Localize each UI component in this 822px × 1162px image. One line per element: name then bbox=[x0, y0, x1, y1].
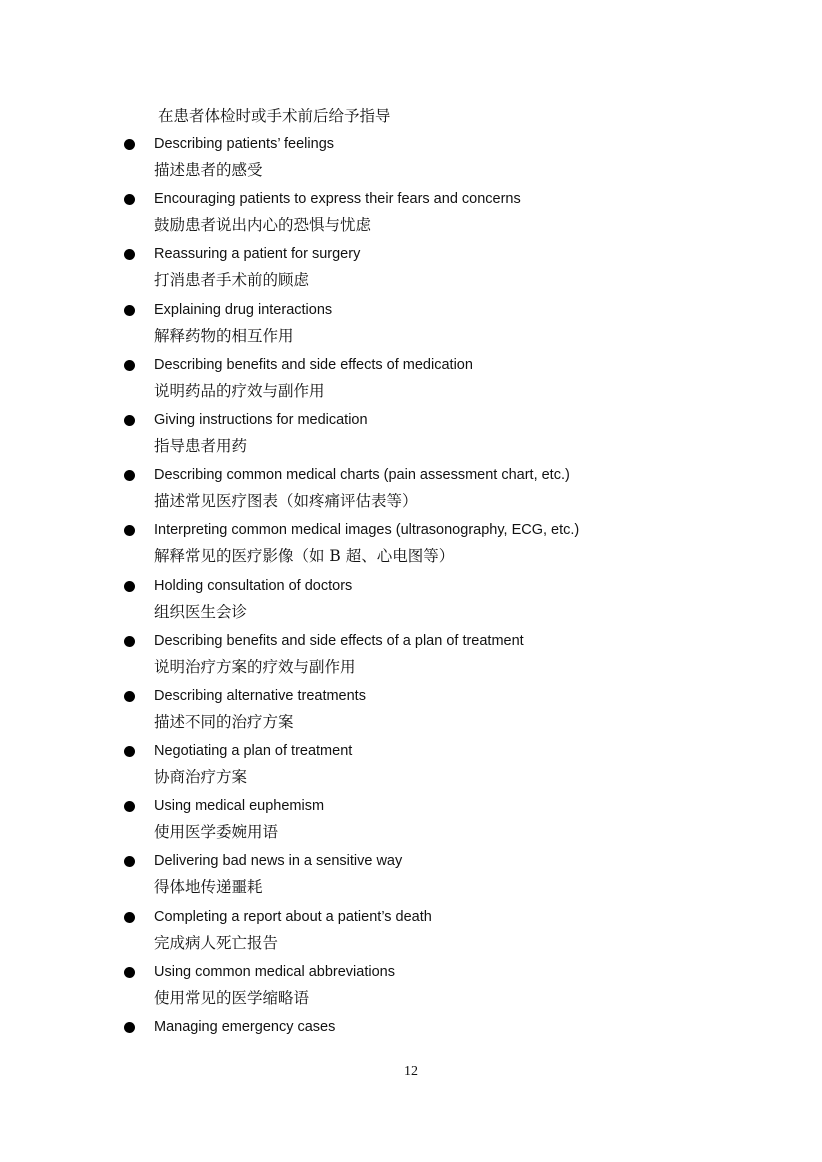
item-english: Holding consultation of doctors bbox=[154, 577, 353, 594]
item-english: Reassuring a patient for surgery bbox=[154, 246, 361, 263]
item-chinese: 描述常见医疗图表（如疼痛评估表等） bbox=[154, 492, 418, 511]
item-english: Interpreting common medical images (ultrasonography, ECG, etc.) bbox=[154, 522, 580, 539]
list-item bbox=[0, 738, 822, 793]
item-chinese: 使用医学委婉用语 bbox=[154, 823, 279, 842]
bullet-icon bbox=[124, 581, 135, 592]
item-english: Encouraging patients to express their fears and concerns bbox=[154, 191, 521, 208]
list-item bbox=[0, 959, 822, 1014]
list-item bbox=[0, 462, 822, 517]
bullet-icon bbox=[124, 1022, 135, 1033]
list-item bbox=[0, 848, 822, 903]
bullet-icon bbox=[124, 139, 135, 150]
bullet-icon bbox=[124, 856, 135, 867]
item-english: Explaining drug interactions bbox=[154, 301, 333, 318]
bullet-list bbox=[0, 131, 822, 1069]
list-item bbox=[0, 241, 822, 296]
item-chinese: 协商治疗方案 bbox=[154, 768, 248, 787]
item-chinese: 描述患者的感受 bbox=[154, 161, 263, 179]
bullet-icon bbox=[124, 801, 135, 812]
list-item bbox=[0, 904, 822, 959]
item-english: Describing benefits and side effects of a plan of treatment bbox=[154, 632, 524, 649]
item-english: Describing patients’ feelings bbox=[154, 136, 335, 152]
item-english: Delivering bad news in a sensitive way bbox=[154, 853, 403, 870]
item-english: Describing alternative treatments bbox=[154, 687, 366, 704]
item-chinese: 组织医生会诊 bbox=[154, 602, 248, 621]
item-chinese: 解释常见的医疗影像（如 B 超、心电图等） bbox=[154, 547, 455, 566]
bullet-icon bbox=[124, 691, 135, 702]
list-item bbox=[0, 628, 822, 683]
list-item bbox=[0, 297, 822, 352]
bullet-icon bbox=[124, 470, 135, 481]
list-item bbox=[0, 683, 822, 738]
item-english: Managing emergency cases bbox=[154, 1019, 336, 1035]
bullet-icon bbox=[124, 746, 135, 757]
item-english: Negotiating a plan of treatment bbox=[154, 743, 353, 760]
list-item bbox=[0, 573, 822, 628]
lead-chinese-line: 在患者体检时或手术前后给予指导 bbox=[158, 107, 391, 125]
item-chinese: 解释药物的相互作用 bbox=[154, 326, 294, 345]
item-chinese: 使用常见的医学缩略语 bbox=[154, 988, 310, 1007]
bullet-icon bbox=[124, 912, 135, 923]
list-item bbox=[0, 1014, 822, 1069]
bullet-icon bbox=[124, 415, 135, 426]
item-chinese: 描述不同的治疗方案 bbox=[154, 712, 294, 731]
item-chinese: 指导患者用药 bbox=[154, 436, 248, 455]
bullet-icon bbox=[124, 249, 135, 260]
bullet-icon bbox=[124, 636, 135, 647]
item-english: Describing common medical charts (pain assessment chart, etc.) bbox=[154, 467, 570, 484]
bullet-icon bbox=[124, 360, 135, 371]
list-item bbox=[0, 131, 822, 186]
list-item bbox=[0, 517, 822, 572]
item-english: Using common medical abbreviations bbox=[154, 963, 395, 980]
item-english: Completing a report about a patient’s death bbox=[154, 908, 432, 925]
item-english: Giving instructions for medication bbox=[154, 411, 368, 428]
item-chinese: 说明药品的疗效与副作用 bbox=[154, 381, 325, 400]
bullet-icon bbox=[124, 967, 135, 978]
bullet-icon bbox=[124, 525, 135, 536]
item-chinese: 得体地传递噩耗 bbox=[154, 878, 263, 897]
list-item bbox=[0, 793, 822, 848]
item-chinese: 鼓励患者说出内心的恐惧与忧虑 bbox=[154, 216, 372, 235]
page-number: 12 bbox=[404, 1064, 418, 1079]
bullet-icon bbox=[124, 305, 135, 316]
item-chinese: 完成病人死亡报告 bbox=[154, 933, 279, 952]
list-item bbox=[0, 186, 822, 241]
item-chinese: 说明治疗方案的疗效与副作用 bbox=[154, 657, 356, 676]
item-english: Describing benefits and side effects of medication bbox=[154, 356, 473, 373]
item-chinese: 打消患者手术前的顾虑 bbox=[154, 271, 310, 290]
list-item bbox=[0, 352, 822, 407]
bullet-icon bbox=[124, 194, 135, 205]
list-item bbox=[0, 407, 822, 462]
item-english: Using medical euphemism bbox=[154, 798, 325, 815]
